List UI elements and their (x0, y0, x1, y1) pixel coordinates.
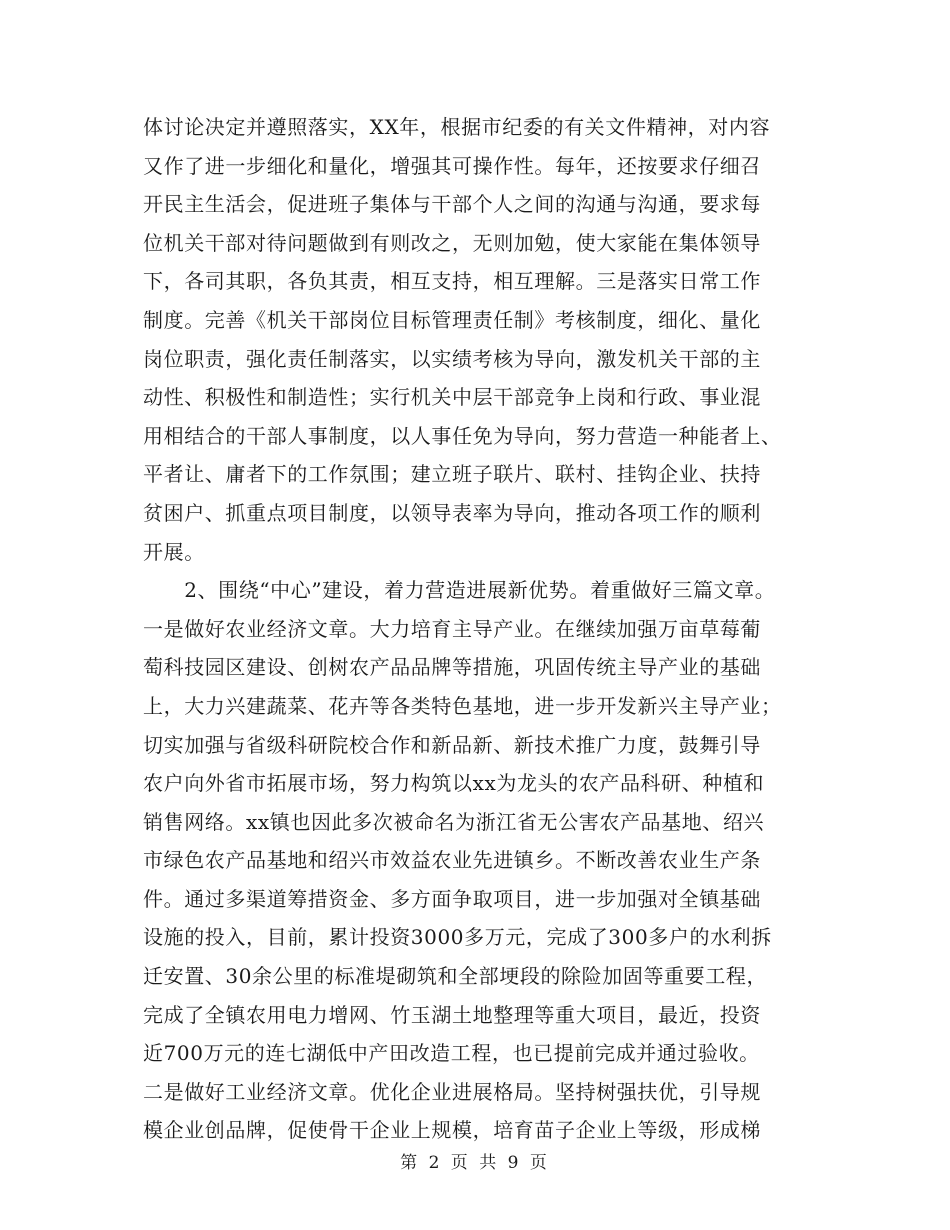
text-line: 又作了进一步细化和量化，增强其可操作性。每年，还按要求仔细召 (143, 153, 761, 178)
text-line: 开展。 (143, 539, 205, 564)
text-line: 体讨论决定并遵照落实，XX年，根据市纪委的有关文件精神，对内容 (143, 115, 771, 139)
text-line: 上，大力兴建蔬菜、花卉等各类特色基地，进一步开发新兴主导产业； (143, 693, 782, 718)
text-line: 农户向外省市拓展市场，努力构筑以xx为龙头的农产品科研、种植和 (143, 771, 765, 796)
text-line: 切实加强与省级科研院校合作和新品新、新技术推广力度，鼓舞引导 (143, 732, 761, 757)
text-line: 一是做好农业经济文章。大力培育主导产业。在继续加强万亩草莓葡 (143, 616, 761, 641)
page-footer: 第 2 页 共 9 页 (400, 1153, 550, 1173)
text-line: 2、围绕“中心”建设，着力营造进展新优势。着重做好三篇文章。 (143, 578, 776, 603)
text-line: 开民主生活会，促进班子集体与干部个人之间的沟通与沟通，要求每 (143, 192, 761, 217)
text-line: 迁安置、30余公里的标准堤砌筑和全部埂段的除险加固等重要工程， (143, 964, 768, 989)
text-line: 件。通过多渠道筹措资金、多方面争取项目，进一步加强对全镇基础 (143, 886, 761, 911)
text-line: 下，各司其职，各负其责，相互支持，相互理解。三是落实日常工作 (143, 269, 761, 294)
text-line: 制度。完善《机关干部岗位目标管理责任制》考核制度，细化、量化 (143, 307, 761, 332)
text-line: 位机关干部对待问题做到有则改之，无则加勉，使大家能在集体领导 (143, 230, 761, 255)
text-line: 销售网络。xx镇也因此多次被命名为浙江省无公害农产品基地、绍兴 (143, 809, 765, 834)
text-line: 市绿色农产品基地和绍兴市效益农业先进镇乡。不断改善农业生产条 (143, 848, 761, 873)
text-line: 动性、积极性和制造性；实行机关中层干部竞争上岗和行政、事业混 (143, 385, 761, 410)
text-line: 用相结合的干部人事制度，以人事任免为导向，努力营造一种能者上、 (143, 423, 782, 448)
text-line: 平者让、庸者下的工作氛围；建立班子联片、联村、挂钩企业、扶持 (143, 462, 761, 487)
text-line: 贫困户、抓重点项目制度，以领导表率为导向，推动各项工作的顺利 (143, 500, 761, 525)
text-line: 完成了全镇农用电力增网、竹玉湖土地整理等重大项目，最近，投资 (143, 1002, 761, 1027)
text-line: 模企业创品牌，促使骨干企业上规模，培育苗子企业上等级，形成梯 (143, 1118, 761, 1143)
text-line: 二是做好工业经济文章。优化企业进展格局。坚持树强扶优，引导规 (143, 1079, 761, 1104)
text-line: 近700万元的连七湖低中产田改造工程，也已提前完成并通过验收。 (143, 1041, 760, 1066)
body-text (143, 108, 823, 1150)
text-line: 岗位职责，强化责任制落实，以实绩考核为导向，激发机关干部的主 (143, 346, 761, 371)
text-line: 萄科技园区建设、创树农产品品牌等措施，巩固传统主导产业的基础 (143, 655, 761, 680)
text-line: 设施的投入，目前，累计投资3000多万元，完成了300多户的水利拆 (143, 925, 772, 950)
